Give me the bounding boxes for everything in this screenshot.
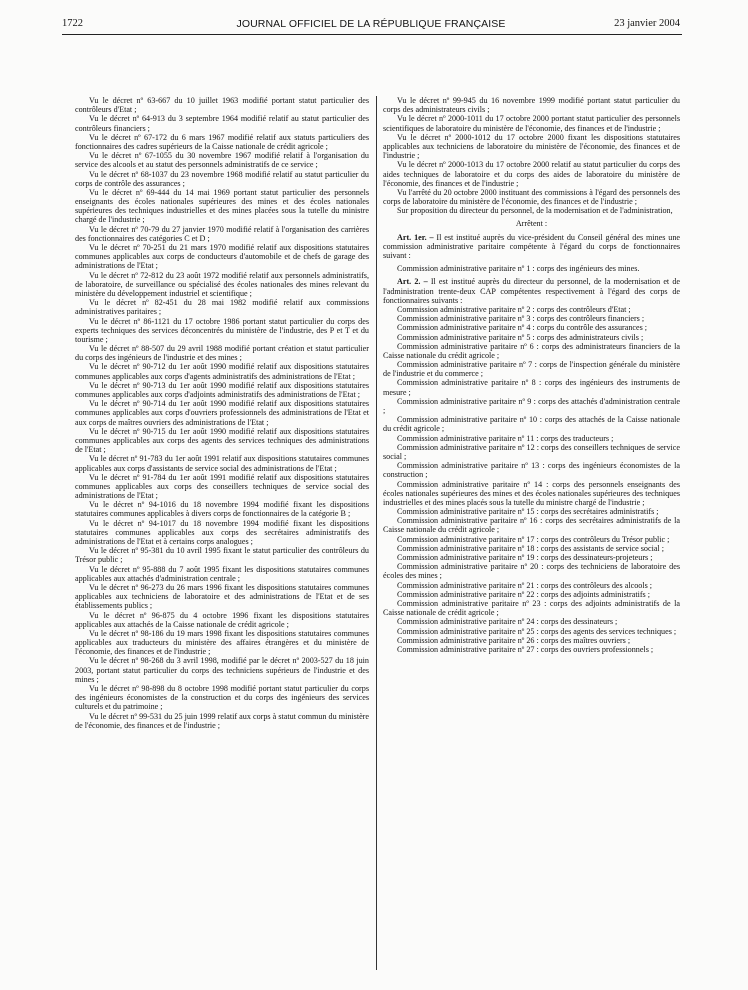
visa-paragraph: Vu le décret nº 91-783 du 1er août 1991 relatif aux dispositions statutaires communes applicables aux corps d'assistants de service social des administrations de l'Etat ;: [75, 454, 369, 473]
commission-item: Commission administrative paritaire nº 16 : corps des secrétaires administratifs de la Caisse nationale du crédit agricole ;: [383, 516, 680, 535]
commission-item: Commission administrative paritaire nº 7 : corps de l'inspection générale du ministère de l'industrie et du commerce ;: [383, 360, 680, 379]
visa-paragraph: Vu le décret nº 91-784 du 1er août 1991 modifié relatif aux dispositions statutaires communes applicables aux corps des conseillers techniques de service social des administrations de l'Etat ;: [75, 472, 369, 501]
visa-paragraph: Vu le décret nº 98-268 du 3 avril 1998, modifié par le décret nº 2003-527 du 18 juin 2003, portant statut particulier du corps des techniciens supérieurs de l'industrie et des mines ;: [75, 656, 369, 684]
right-visas: [383, 96, 680, 215]
commission-item: Commission administrative paritaire nº 21 : corps des contrôleurs des alcools ;: [397, 580, 653, 590]
commission-list: [383, 305, 680, 654]
commission-1: Commission administrative paritaire nº 1 : corps des ingénieurs des mines.: [397, 264, 640, 274]
visa-paragraph: Vu le décret nº 68-1037 du 23 novembre 1968 modifié relatif au statut particulier du corps de contrôle des assurances ;: [75, 169, 369, 188]
commission-item: Commission administrative paritaire nº 9 : corps des attachés d'administration centrale ;: [383, 396, 680, 415]
visa-paragraph: Vu le décret nº 95-888 du 7 août 1995 fixant les dispositions statutaires communes applicables aux attachés d'administration centrale ;: [75, 564, 369, 583]
commission-item: Commission administrative paritaire nº 4 : corps du contrôle des assurances ;: [397, 323, 648, 333]
article-2-text: Il est institué auprès du directeur du personnel, de la modernisation et de l'administration trente-deux CAP compétentes respectivement à l'égard des corps de fonctionnaires suivants :: [383, 277, 680, 305]
visa-paragraph: Vu le décret nº 99-945 du 16 novembre 1999 modifié portant statut particulier du corps des administrateurs civils ;: [383, 96, 680, 115]
commission-item: Commission administrative paritaire nº 26 : corps des maîtres ouvriers ;: [397, 635, 631, 645]
visa-paragraph: Sur proposition du directeur du personnel, de la modernisation et de l'administration,: [397, 206, 673, 216]
commission-item: Commission administrative paritaire nº 24 : corps des dessinateurs ;: [397, 617, 618, 627]
visa-paragraph: Vu le décret nº 70-79 du 27 janvier 1970 modifié relatif à l'organisation des carrières des fonctionnaires des catégories C et D ;: [75, 224, 369, 243]
commission-item: Commission administrative paritaire nº 14 : corps des personnels enseignants des écoles nationales supérieures des mines et des écoles nationales supérieures des techniques industrielles et des mines placés sous la tutelle du ministre chargé de l'industrie ;: [383, 479, 680, 507]
article-2-label: Art. 2. –: [397, 277, 428, 287]
visa-paragraph: Vu le décret nº 70-251 du 21 mars 1970 modifié relatif aux dispositions statutaires communes applicables aux corps de conducteurs d'automobile et de chefs de garage des administrations de l'Etat ;: [75, 243, 369, 271]
commission-item: Commission administrative paritaire nº 6 : corps des administrateurs financiers de la Caisse nationale du crédit agricole ;: [383, 341, 680, 360]
visa-paragraph: Vu le décret nº 86-1121 du 17 octobre 1986 portant statut particulier du corps des experts techniques des services déconcentrés du ministère de l'industrie, des P et T et du tourisme ;: [75, 316, 369, 344]
visa-paragraph: Vu le décret nº 94-1017 du 18 novembre 1994 modifié fixant les dispositions statutaires communes applicables aux corps des secrétaires administratifs des administrations de l'Etat et à certains corps analogues ;: [75, 518, 369, 546]
visa-paragraph: Vu le décret nº 67-1055 du 30 novembre 1967 modifié relatif à l'organisation du service des alcools et au statut des personnels administratifs de ce service ;: [75, 151, 369, 170]
visa-paragraph: Vu le décret nº 90-714 du 1er août 1990 modifié relatif aux dispositions statutaires communes applicables aux corps d'ouvriers professionnels des administrations de l'Etat et aux corps de maîtres ouvriers des administrations de l'Etat ;: [75, 399, 369, 427]
commission-item: Commission administrative paritaire nº 17 : corps des contrôleurs du Trésor public ;: [397, 534, 670, 544]
article-1-label: Art. 1er. –: [397, 232, 434, 242]
column-divider: [376, 96, 377, 970]
commission-item: Commission administrative paritaire nº 8 : corps des ingénieurs des instruments de mesure ;: [383, 378, 680, 397]
visa-paragraph: Vu le décret nº 98-898 du 8 octobre 1998 modifié portant statut particulier du corps des ingénieurs économistes de la construction et du corps des ingénieurs des services culturels et du patrimoine ;: [75, 684, 369, 712]
visa-paragraph: Vu le décret nº 88-507 du 29 avril 1988 modifié portant création et statut particulier du corps des ingénieurs de l'industrie et des mines ;: [75, 344, 369, 363]
commission-item: Commission administrative paritaire nº 3 : corps des contrôleurs financiers ;: [397, 314, 645, 324]
visa-paragraph: Vu le décret nº 2000-1011 du 17 octobre 2000 portant statut particulier des personnels scientifiques de laboratoire du ministère de l'économie, des finances et de l'industrie ;: [383, 114, 680, 133]
commission-item: Commission administrative paritaire nº 25 : corps des agents des services techniques ;: [397, 626, 677, 636]
article-1-text: Il est institué auprès du vice-président du Conseil général des mines une commission administrative paritaire compétente à l'égard du corps de fonctionnaires suivant :: [383, 232, 680, 260]
commission-item: Commission administrative paritaire nº 10 : corps des attachés de la Caisse nationale du crédit agricole ;: [383, 415, 680, 434]
commission-item: Commission administrative paritaire nº 12 : corps des conseillers techniques de service social ;: [383, 442, 680, 461]
commission-item: Commission administrative paritaire nº 13 : corps des ingénieurs économistes de la construction ;: [383, 461, 680, 480]
visa-paragraph: Vu le décret nº 90-715 du 1er août 1990 modifié relatif aux dispositions statutaires communes applicables aux corps des agents des services techniques des administrations de l'Etat ;: [75, 426, 369, 455]
visa-paragraph: Vu le décret nº 69-444 du 14 mai 1969 portant statut particulier des personnels enseignants des écoles nationales supérieures des mines et des écoles nationales supérieures des techniques industrielles et des mines placées sous la tutelle du ministre chargé de l'industrie ;: [75, 187, 369, 225]
visa-paragraph: Vu le décret nº 94-1016 du 18 novembre 1994 modifié fixant les dispositions statutaires communes applicables à divers corps de fonctionnaires de la catégorie B ;: [75, 500, 369, 519]
visa-paragraph: Vu le décret nº 96-875 du 4 octobre 1996 fixant les dispositions statutaires applicables aux attachés de la Caisse nationale de crédit agricole ;: [75, 610, 369, 629]
visa-paragraph: Vu le décret nº 90-712 du 1er août 1990 modifié relatif aux dispositions statutaires communes applicables aux corps d'agents administratifs des administrations de l'Etat ;: [75, 362, 369, 381]
commission-item: Commission administrative paritaire nº 18 : corps des assistants de service social ;: [397, 543, 664, 553]
commission-item: Commission administrative paritaire nº 27 : corps des ouvriers professionnels ;: [397, 644, 654, 654]
header-rule: [62, 34, 682, 35]
visa-paragraph: Vu le décret nº 96-273 du 26 mars 1996 fixant les dispositions statutaires communes applicables aux techniciens de laboratoire et des administrations de l'Etat et de ses établissements publics ;: [75, 582, 369, 611]
arretent-heading: Arrêtent :: [515, 219, 548, 229]
right-column: [383, 96, 680, 654]
commission-item: Commission administrative paritaire nº 15 : corps des secrétaires administratifs ;: [397, 507, 659, 517]
article-2: [383, 277, 680, 305]
commission-item: Commission administrative paritaire nº 20 : corps des techniciens de laboratoire des écoles des mines ;: [383, 562, 680, 581]
commission-item: Commission administrative paritaire nº 11 : corps des traducteurs ;: [397, 433, 614, 443]
visa-paragraph: Vu le décret nº 90-713 du 1er août 1990 modifié relatif aux dispositions statutaires communes applicables aux corps d'adjoints administratifs des administrations de l'Etat ;: [75, 380, 369, 399]
visa-paragraph: Vu le décret nº 63-667 du 10 juillet 1963 modifié portant statut particulier des contrôleurs d'Etat ;: [75, 96, 369, 115]
commission-item: Commission administrative paritaire nº 22 : corps des adjoints administratifs ;: [397, 589, 651, 599]
journal-title: JOURNAL OFFICIEL DE LA RÉPUBLIQUE FRANÇAISE: [236, 18, 506, 30]
commission-item: Commission administrative paritaire nº 5 : corps des administrateurs civils ;: [397, 332, 644, 342]
commission-item: Commission administrative paritaire nº 19 : corps des dessinateurs-projeteurs ;: [397, 553, 653, 562]
visa-paragraph: Vu le décret nº 98-186 du 19 mars 1998 fixant les dispositions statutaires communes applicables aux traducteurs du ministère des affaires étrangères et du ministère de l'économie, des finances et de l'industrie ;: [75, 628, 369, 657]
page-number: 1722: [62, 18, 83, 29]
visa-paragraph: Vu le décret nº 82-451 du 28 mai 1982 modifié relatif aux commissions administratives paritaires ;: [75, 298, 369, 317]
visa-paragraph: Vu le décret nº 67-172 du 6 mars 1967 modifié relatif aux statuts particuliers des fonctionnaires des cadres supérieurs de la Caisse nationale de crédit agricole ;: [75, 132, 369, 151]
visa-paragraph: Vu le décret nº 2000-1012 du 17 octobre 2000 fixant les dispositions statutaires applicables aux techniciens de laboratoire du ministère de l'économie, des finances et de l'industrie ;: [383, 132, 680, 161]
visa-paragraph: Vu l'arrêté du 20 octobre 2000 instituant des commissions à l'égard des personnels des corps de laboratoire du ministère de l'économie, des finances et de l'industrie ;: [383, 187, 680, 207]
visa-paragraph: Vu le décret nº 95-381 du 10 avril 1995 fixant le statut particulier des contrôleurs du Trésor public ;: [75, 546, 369, 565]
publication-date: 23 janvier 2004: [614, 18, 680, 29]
visa-paragraph: Vu le décret nº 72-812 du 23 août 1972 modifié relatif aux personnels administratifs, de laboratoire, de surveillance ou spécialisé des écoles nationales des mines relevant du ministère du développement industriel et scientifique ;: [75, 270, 369, 298]
commission-item: Commission administrative paritaire nº 23 : corps des adjoints administratifs de la Caisse nationale de crédit agricole ;: [383, 598, 680, 618]
left-column: [75, 96, 369, 730]
visa-paragraph: Vu le décret nº 64-913 du 3 septembre 1964 modifié relatif au statut particulier des contrôleurs financiers ;: [75, 114, 369, 133]
page-header: [62, 18, 680, 32]
visa-paragraph: Vu le décret nº 2000-1013 du 17 octobre 2000 relatif au statut particulier du corps des aides techniques de laboratoire et du corps des aides de laboratoire du ministère de l'économie, des finances et de l'industrie ;: [383, 160, 680, 188]
visa-paragraph: Vu le décret nº 99-531 du 25 juin 1999 relatif aux corps à statut commun du ministère de l'économie, des finances et de l'industrie ;: [75, 711, 369, 730]
article-1: [383, 233, 680, 261]
commission-item: Commission administrative paritaire nº 2 : corps des contrôleurs d'Etat ;: [397, 304, 631, 314]
